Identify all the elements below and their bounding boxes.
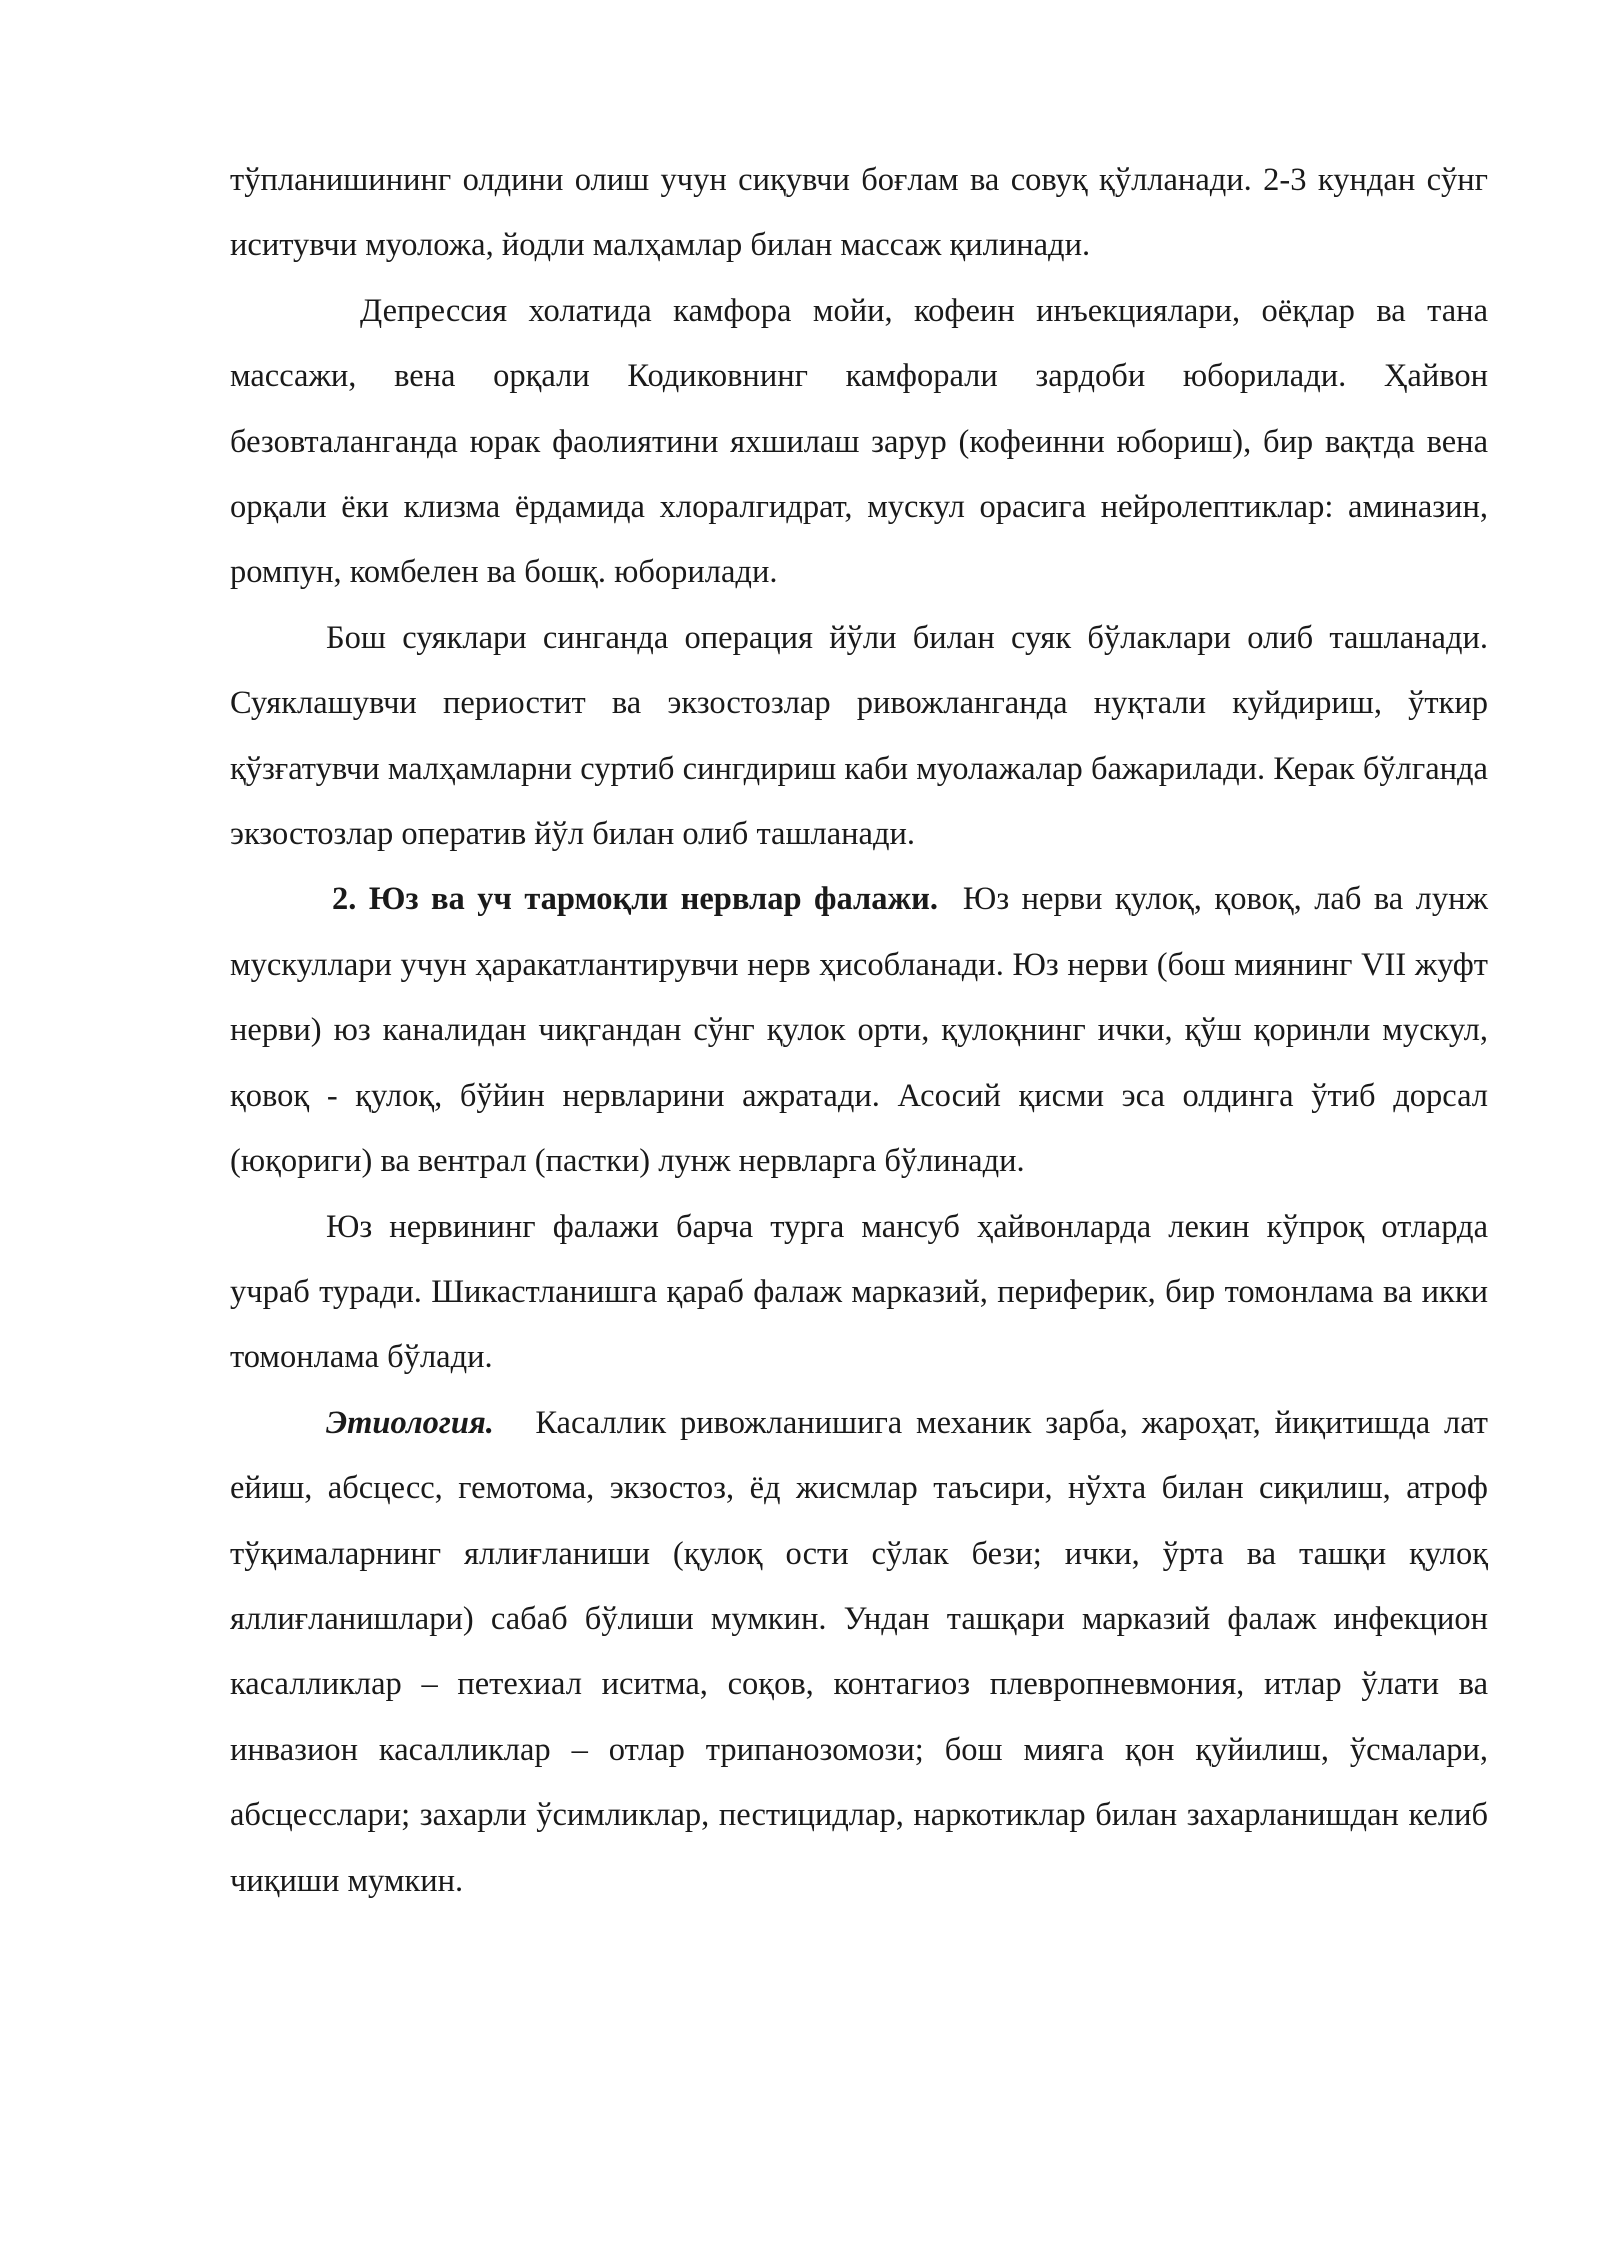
paragraph-continuation [230, 148, 1488, 279]
body-text [230, 148, 1488, 1914]
paragraph-text: Юз нервининг фалажи барча турга мансуб ҳайвонларда лекин кўпроқ отларда учраб туради. Шикастланишга қараб фалаж марказий, периферик, бир томонлама ва икки томонлама бўлади. [230, 1208, 1488, 1376]
paragraph-facial-paralysis [230, 1195, 1488, 1391]
paragraph-text: Депрессия холатида камфора мойи, кофеин инъекциялари, оёқлар ва тана массажи, вена орқали Кодиковнинг камфорали зардоби юборилади. Ҳайвон безовталанганда юрак фаолиятини яхшилаш зарур (кофеинни юбориш), бир вақтда вена орқали ёки клизма ёрдамида хлоралгидрат, мускул орасига нейролептиклар: аминазин, ромпун, комбелен ва бошқ. юборилади. [230, 292, 1488, 591]
paragraph-text: Бош суяклари синганда операция йўли билан суяк бўлаклари олиб ташланади. Суяклашувчи периостит ва экзостозлар ривожланганда нуқтали куйдириш, ўткир қўзғатувчи малҳамларни суртиб сингдириш каби муолажалар бажарилади. Керак бўлганда экзостозлар оператив йўл билан олиб ташланади. [230, 619, 1488, 853]
etiology-term: Этиология. [326, 1404, 494, 1441]
section-heading: 2. Юз ва уч тармоқли нервлар фалажи. [332, 881, 938, 918]
paragraph-text: Касаллик ривожланишига механик зарба, жароҳат, йиқитишда лат ейиш, абсцесс, гемотома, экзостоз, ёд жисмлар таъсири, нўхта билан сиқилиш, атроф тўқималарнинг яллиғланиши (қулоқ ости сўлак бези; ички, ўрта ва ташқи қулоқ яллиғланишлари) сабаб бўлиши мумкин. Ундан ташқари марказий фалаж инфекцион касалликлар – петехиал иситма, соқов, контагиоз плевропневмония, итлар ўлати ва инвазион касалликлар – отлар трипанозомози; бош мияга қон қуйилиш, ўсмалари, абсцесслари; захарли ўсимликлар, пестицидлар, наркотиклар билан захарланишдан келиб чиқиши мумкин. [230, 1404, 1488, 1899]
paragraph-etiology [230, 1391, 1488, 1914]
paragraph-text: Юз нерви қулоқ, қовоқ, лаб ва лунж мускуллари учун ҳаракатлантирувчи нерв ҳисобланади. Юз нерви (бош миянинг VII жуфт нерви) юз каналидан чиқгандан сўнг қулок орти, қулоқнинг ички, қўш қоринли мускул, қовоқ - қулоқ, бўйин нервларини ажратади. Асосий қисми эса олдинга ўтиб дорсал (юқориги) ва вентрал (пастки) лунж нервларга бўлинади. [230, 881, 1489, 1180]
paragraph-section-facial-nerve [230, 867, 1488, 1194]
paragraph-skull-fracture [230, 606, 1488, 868]
paragraph-text: тўпланишининг олдини олиш учун сиқувчи боғлам ва совуқ қўлланади. 2-3 кундан сўнг иситувчи муоложа, йодли малҳамлар билан массаж қилинади. [230, 162, 1488, 264]
paragraph-depression-treatment [230, 279, 1488, 606]
